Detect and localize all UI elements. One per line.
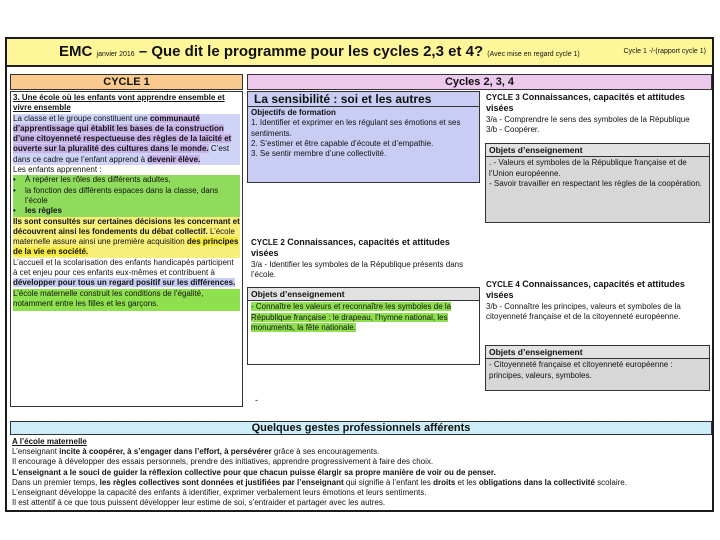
objectif-item: 3. Se sentir membre d’une collectivité. xyxy=(251,149,387,159)
cycle1-list xyxy=(13,175,240,216)
cycle1-paragraph-1: La classe et le groupe constituent une communauté d’apprentissage qui établit les bases de la construction d’une citoyenneté respectueuse des règles de la laïcité et ouverte sur la pluralité des cultures dans le monde. C’est dans ce cadre que l’enfant apprend à devenir élève. xyxy=(13,114,240,165)
cycle1-header: CYCLE 1 xyxy=(10,74,243,90)
gestes-subtitle: A l’école maternelle xyxy=(12,437,87,446)
objectifs-label: Objectifs de formation xyxy=(251,108,336,117)
cycle3-item: 3/b - Coopérer. xyxy=(486,124,540,134)
page-title xyxy=(59,43,580,60)
cycle3-objets-text: - Savoir travailler en respectant les règles de la coopération. xyxy=(489,178,702,188)
cycle3-objets-text: . - Valeurs et symboles de la République française et de l’Union européenne. xyxy=(489,158,687,178)
cycle3-objets-box xyxy=(485,143,710,223)
title-date: janvier 2016 xyxy=(96,51,135,58)
cycle3-item: 3/a - Comprendre le sens des symboles de la République xyxy=(486,114,690,124)
title-banner xyxy=(7,39,712,67)
cycle2-objets-box xyxy=(247,287,480,365)
cycle1-column xyxy=(10,91,243,407)
cycle1-paragraph-2: Les enfants apprennent : xyxy=(13,165,102,175)
gestes-line: Il est attentif à ce que tous puissent développer leur estime de soi, s’entraider et partager avec les autres. xyxy=(12,498,386,508)
cycle4-objets-box xyxy=(485,345,710,391)
cycle1-paragraph-5: L’école maternelle construit les conditions de l’égalité, notamment entre les filles et les garçons. xyxy=(13,289,240,312)
cycle4-label: CYCLE 4 xyxy=(486,280,520,289)
gestes-line: L’enseignant a le souci de guider la réflexion collective pour que chacun puisse élargir sa propre manière de voir ou de penser. xyxy=(12,467,496,477)
cycle3-competences: CYCLE 3 Connaissances, capacités et attitudes visées 3/a - Comprendre le sens des symboles de la République 3/b - Coopérer. xyxy=(483,91,712,136)
list-item: • À repérer les rôles des différents adultes, xyxy=(13,175,171,185)
sensibilite-title: La sensibilité : soi et les autres xyxy=(247,91,480,107)
cycle2-label: CYCLE 2 xyxy=(251,238,285,247)
cycle3-objets-label: Objets d’enseignement xyxy=(486,144,709,157)
right-column xyxy=(483,91,712,407)
title-subtitle: (Avec mise en regard cycle 1) xyxy=(487,51,580,58)
cycle4-item: 3/b - Connaître les principes, valeurs et symboles de la citoyenneté française et de la citoyenneté européenne. xyxy=(486,301,681,321)
cycle2-objets-text: - Connaître les valeurs et reconnaître les symboles de la République française : le drapeau, l’hymne national, les monuments, la fête nationale. xyxy=(251,302,452,332)
cycle4-objets-label: Objets d’enseignement xyxy=(486,346,709,359)
gestes-header: Quelques gestes professionnels afférents xyxy=(10,421,712,435)
cycle4-competences: CYCLE 4 Connaissances, capacités et attitudes visées 3/b - Connaître les principes, valeurs et symboles de la citoyenneté française et de la citoyenneté européenne. xyxy=(486,279,710,322)
middle-column xyxy=(247,91,480,407)
cycle2-competences: CYCLE 2 Connaissances, capacités et attitudes visées 3/a - Identifier les symboles de la République présents dans l’école. xyxy=(251,237,477,280)
cycle2-objets-label: Objets d’enseignement xyxy=(248,288,479,301)
cycle1-paragraph-3: Ils sont consultés sur certaines décisions les concernant et découvrent ainsi les fondements du débat collectif. L’école maternelle assure ainsi une première acquisition des principes de la vie en société. xyxy=(13,216,240,257)
objectif-item: 2. S’estimer et être capable d’écoute et d’empathie. xyxy=(251,138,434,148)
document-sheet xyxy=(5,37,714,512)
cycle1-paragraph-4: L’accueil et la scolarisation des enfants handicapés participent à cet enjeu pour ces enfants eux-mêmes et contribuent à développer pour tous un regard positif sur les différences. xyxy=(13,257,236,288)
list-item: • les règles xyxy=(13,206,62,216)
gestes-line: L’enseignant incite à coopérer, à s’engager dans l’effort, à persévérer grâce à ses encouragements. xyxy=(12,447,380,457)
gestes-body xyxy=(10,436,712,509)
cycles234-header: Cycles 2, 3, 4 xyxy=(247,74,712,90)
cycle3-label: CYCLE 3 xyxy=(486,93,520,102)
cycle2-item: 3/a - Identifier les symboles de la République présents dans l’école. xyxy=(251,259,464,279)
gestes-line: Dans un premier temps, les règles collectives sont données et justifiées par l’enseignant qui signifie à l’enfant les droits et les obligations dans la collectivité scolaire. xyxy=(12,477,627,487)
list-item: • la fonction des différents espaces dans la classe, dans l’école xyxy=(13,185,219,205)
title-right-note: Cycle 1 -/-(rapport cycle 1) xyxy=(623,48,706,55)
title-prefix: EMC xyxy=(59,43,93,60)
stray-mark: - xyxy=(255,395,258,405)
objectifs-box xyxy=(247,107,480,183)
gestes-line: L’enseignant développe la capacité des enfants à identifier, exprimer verbalement leurs émotions et leurs sentiments. xyxy=(12,488,427,498)
title-main: – Que dit le programme pour les cycles 2,3 et 4? xyxy=(134,43,484,60)
cycle1-section-title: 3. Une école où les enfants vont apprendre ensemble et vivre ensemble xyxy=(13,93,225,113)
cycle4-objets-text: - Citoyenneté française et citoyenneté européenne : principes, valeurs, symboles. xyxy=(489,360,673,380)
gestes-line: Il encourage à développer des essais personnels, prendre des initiatives, apprendre progressivement à faire des choix. xyxy=(12,457,434,467)
objectif-item: 1. Identifier et exprimer en les régulant ses émotions et ses sentiments. xyxy=(251,118,461,138)
